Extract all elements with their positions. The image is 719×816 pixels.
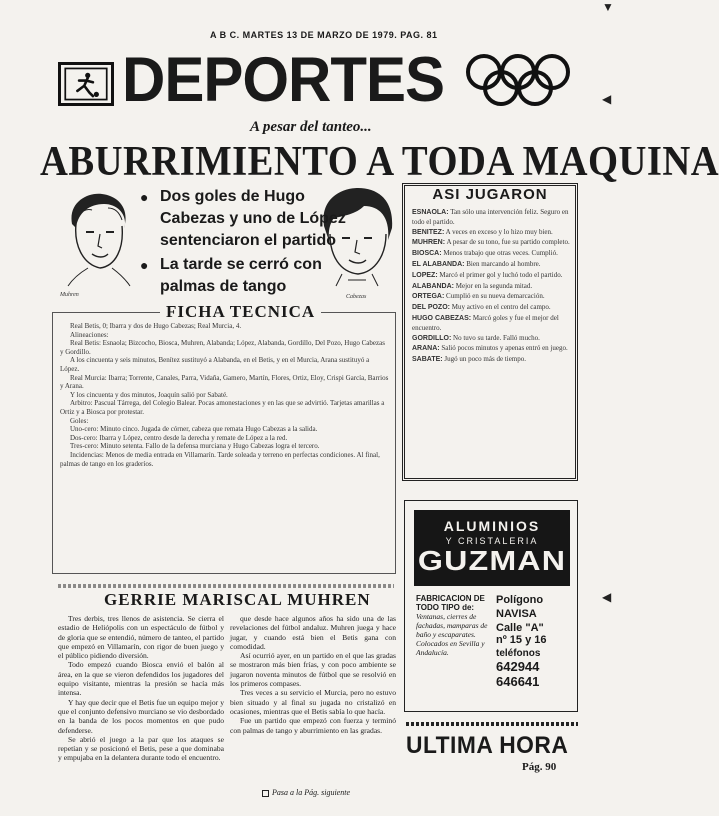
ultima-hora-page-ref: Pág. 90 — [522, 761, 557, 773]
portrait-left-image — [58, 188, 140, 288]
player-rating: LOPEZ: Marcó el primer gol y luchó todo el partido. — [412, 270, 563, 279]
running-head: A B C. MARTES 13 DE MARZO DE 1979. PAG. 81 — [210, 30, 438, 40]
ad-address-line: Calle "A" — [496, 622, 544, 634]
ficha-paragraph: Real Betis: Esnaola; Bizcocho, Biosca, Muhren, Alabanda; López, Alabanda, Gordillo, Del Pozo, Hugo Cabezas y Gordillo. — [60, 339, 385, 356]
article-paragraph: Así ocurrió ayer, en un partido en el que las gradas se mostraron más bien frías, y con poco ambiente se jugaron noventa minutos de fútbol que se resolvió en los primeros compases. — [230, 651, 396, 689]
headline: ABURRIMIENTO A TODA MAQUINA — [40, 139, 719, 185]
article-column-1 — [58, 614, 224, 763]
player-rating: ESNAOLA: Tan sólo una intervención feliz. Seguro en todo el partido. — [412, 208, 569, 226]
article-paragraph: Tres derbis, tres llenos de asistencia. Se cierra el estadio de Heliópolis con un espectáculo de fútbol y de gloria que se entendió, número de tanteo, el partido que empezó en Villamarín, con rigor de buen juego y el público pidiendo diversión. — [58, 614, 224, 661]
ad-phone: 646641 — [496, 674, 540, 689]
ad-contact — [496, 594, 576, 689]
player-rating: EL ALABANDA: Bien marcando al hombre. — [412, 259, 541, 268]
player-rating: BIOSCA: Menos trabajo que otras veces. Cumplió. — [412, 249, 558, 258]
article-title: GERRIE MARISCAL MUHREN — [104, 590, 371, 609]
article-paragraph: Tres veces a su servicio el Murcia, pero no estuvo bien situado y al final su jugada no cristalizó en ocasiones, mientras que el Betis sabía lo que hacía. — [230, 688, 396, 716]
ficha-paragraph: Goles: — [70, 416, 89, 425]
article-paragraph: Todo empezó cuando Biosca envió el balón al área, en la que se vieron defendidos los jugadores del equipo visitante, mientras la presión se hacía más intensa. — [58, 660, 224, 698]
olympic-rings-icon — [462, 52, 574, 108]
article-paragraph: Fue un partido que empezó con fuerza y terminó con palmas de tango y aburrimiento en las gradas. — [230, 716, 396, 735]
ficha-paragraph: Tres-cero: Minuto setenta. Fallo de la defensa murciana y Hugo Cabezas logra el tercero. — [70, 442, 320, 451]
player-rating: ALABANDA: Mejor en la segunda mitad. — [412, 281, 533, 290]
player-rating: BENITEZ: A veces en exceso y lo hizo muy bien. — [412, 227, 553, 236]
player-rating: ARANA: Salió pocos minutos y apenas entró en juego. — [412, 344, 568, 353]
ficha-paragraph: Dos-cero: Ibarra y López, centro desde la derecha y remate de López a la red. — [70, 433, 288, 442]
ficha-paragraph: Uno-cero: Minuto cinco. Jugada de córner, cabeza que remata Hugo Cabezas a la salida. — [70, 425, 318, 434]
player-rating: HUGO CABEZAS: Marcó goles y fue el mejor del encuentro. — [412, 313, 559, 332]
ficha-paragraph: Real Murcia: Ibarra; Torrente, Canales, Parra, Vidaña, Gamero, Martín, Flores, Ortiz, Eloy, Crispi García, Barrios y Arana. — [60, 373, 389, 391]
ad-address-line: nº 15 y 16 — [496, 634, 547, 646]
ficha-tecnica-title: FICHA TECNICA — [160, 302, 321, 322]
ultima-hora-title: ULTIMA HORA — [406, 732, 569, 759]
ficha-paragraph: Arbitro: Pascual Tárrega, del Colegio Balear. Pocas amonestaciones y en las que se advirtió. Tarjetas amarillas a Ortiz y a Biosca por protestar. — [60, 399, 385, 416]
arrow-down-icon: ▼ — [602, 0, 614, 14]
ad-address-line: Polígono — [496, 594, 544, 606]
asi-jugaron-title: ASI JUGARON — [432, 186, 548, 203]
ficha-paragraph: Incidencias: Menos de media entrada en Villamarín. Tarde soleada y terreno en perfectas condiciones. Al final, palmas de tango en los graderíos. — [60, 450, 380, 468]
ficha-paragraph: Alineaciones: — [70, 330, 109, 339]
caption-right: Cabezas — [346, 294, 367, 300]
divider — [406, 722, 578, 726]
arrow-left-icon: ◀ — [602, 92, 612, 106]
ad-phones-label: teléfonos — [496, 648, 541, 659]
ad-description — [416, 594, 490, 657]
section-title: DEPORTES — [122, 44, 445, 115]
ad-brand: GUZMAN — [417, 545, 567, 576]
ficha-tecnica-body — [60, 322, 390, 468]
ficha-paragraph: Real Betis, 0; Ibarra y dos de Hugo Cabezas; Real Murcia, 4. — [70, 322, 242, 330]
player-rating: DEL POZO: Muy activo en el centro del campo. — [412, 303, 551, 312]
kicker: A pesar del tanteo... — [250, 119, 372, 135]
section-logo — [58, 62, 114, 106]
ad-banner-line1: ALUMINIOS — [443, 518, 541, 534]
player-rating: SABATE: Jugó un poco más de tiempo. — [412, 355, 526, 364]
ad-address-line: NAVISA — [496, 608, 537, 620]
ad-phone: 642944 — [496, 659, 540, 674]
bullet-item: ● Dos goles de Hugo Cabezas y uno de López sentenciaron el partido — [140, 186, 350, 252]
square-icon — [262, 790, 269, 797]
arrow-left-icon: ◀ — [602, 590, 612, 604]
ficha-paragraph: Y los cincuenta y dos minutos, Joaquín salió por Sabaté. — [70, 390, 228, 399]
player-rating: MUHREN: A pesar de su tono, fue su partido completo. — [412, 238, 570, 247]
player-rating: GORDILLO: No tuvo su tarde. Falló mucho. — [412, 333, 540, 342]
ad-banner-line2: Y CRISTALERIA — [445, 536, 539, 546]
ad-banner — [414, 510, 570, 586]
asi-jugaron-list — [412, 208, 572, 366]
bullet-item: ● La tarde se cerró con palmas de tango — [140, 254, 350, 298]
article-paragraph: Y hay que decir que el Betis fue un equipo mejor y que el conjunto defensivo murciano se vio desbordado en la banda de los pocos momentos en que pudo defenderse. — [58, 697, 224, 735]
divider — [58, 584, 394, 588]
ad-left-items: Ventanas, cierres de fachadas, mamparas de baño y escaparates. Colocados en Sevilla y Andalucía. — [416, 612, 488, 657]
footballer-icon — [61, 65, 111, 103]
article-column-2 — [230, 614, 396, 735]
article-paragraph: Se abrió el juego a la par que los ataques se repetían y se posicionó el Betis, pese a que dominaba y empujaba en la delantera durante todo el encuentro. — [58, 734, 224, 763]
player-rating: ORTEGA: Cumplió en su nueva demarcación. — [412, 292, 545, 301]
article-paragraph: que desde hace algunos años ha sido una de las revelaciones del fútbol andaluz. Muhren juega y hace jugar, y cuando está bien el Betis gana con comodidad. — [230, 614, 396, 651]
summary-bullets — [140, 186, 350, 298]
ficha-paragraph: A los cincuenta y seis minutos, Benítez sustituyó a Alabanda, en el Betis, y en el Murcia, Arana sustituyó a López. — [60, 356, 370, 373]
caption-left: Muhren — [60, 292, 79, 298]
continued-note: Pasa a la Pág. siguiente — [262, 788, 350, 797]
ad-left-title: FABRICACION DE TODO TIPO de: — [416, 594, 485, 612]
